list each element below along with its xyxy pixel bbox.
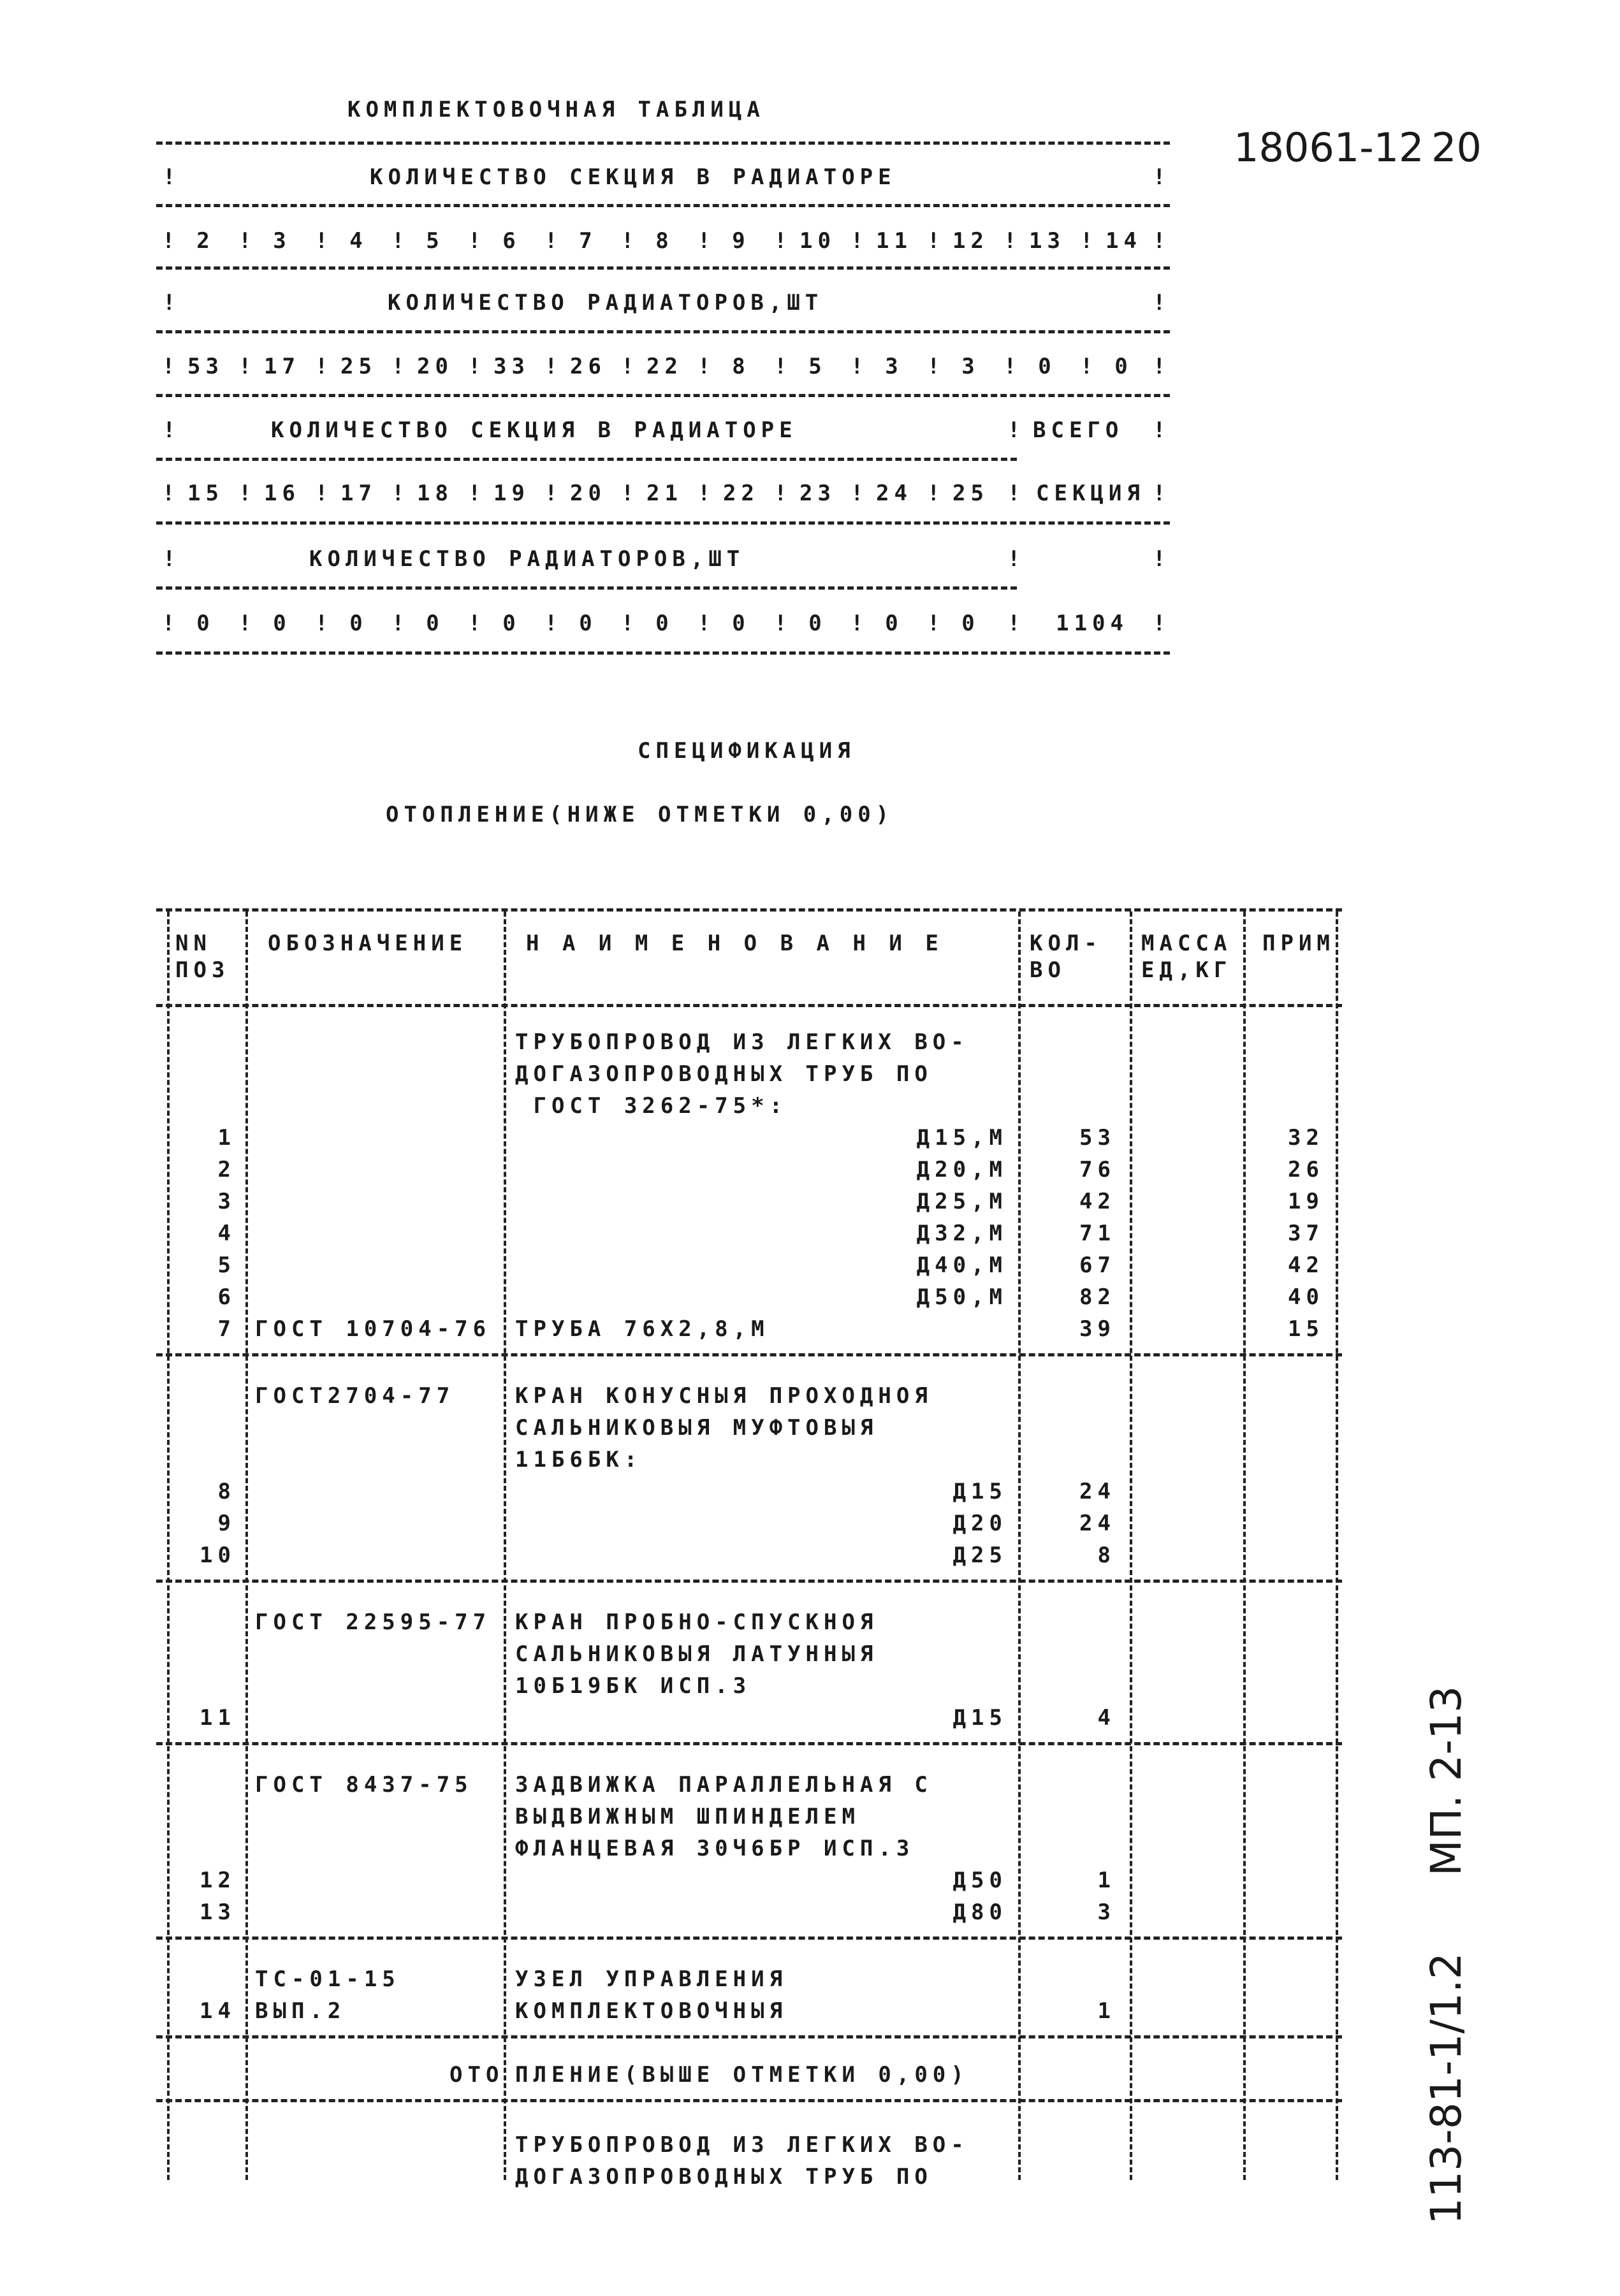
spec-col-pos-1: NN [175, 931, 212, 956]
kit-cell: 0 [426, 611, 444, 636]
kit-bar: ! [1153, 611, 1171, 636]
kit-cell: 11 [876, 228, 912, 254]
spec-col-divider [1243, 912, 1246, 2180]
kit-cell: 3 [273, 228, 291, 254]
kit-bar: ! [621, 228, 639, 254]
spec-name: ДОГАЗОПРОВОДНЫХ ТРУБ ПО [515, 2164, 933, 2190]
spec-name: ТРУБА 76Х2,8,М [515, 1316, 770, 1342]
kit-cell: 3 [885, 354, 903, 379]
kit-cell: 0 [1114, 354, 1133, 379]
kit-bar: ! [1003, 228, 1022, 254]
kit-sections-header-2: КОЛИЧЕСТВО СЕКЦИЯ В РАДИАТОРЕ [271, 418, 798, 443]
spec-note: 26 [1288, 1157, 1324, 1182]
kit-cell: 2 [196, 228, 215, 254]
spec-rule [156, 1353, 1342, 1356]
spec-col-divider [1336, 912, 1338, 2180]
kit-bar: ! [850, 354, 869, 379]
spec-qty: 1 [1097, 1868, 1116, 1893]
kit-bar: ! [774, 481, 792, 506]
kit-cell: 5 [808, 354, 827, 379]
spec-col-divider [167, 912, 170, 2180]
kit-total-header: ВСЕГО [1033, 418, 1124, 443]
kit-bar: ! [163, 290, 181, 316]
spec-size: Д40,М [916, 1253, 1007, 1278]
kit-bar: ! [162, 611, 180, 636]
kit-bar: ! [774, 611, 792, 636]
kit-cell: 0 [579, 611, 597, 636]
kit-cell: 9 [732, 228, 750, 254]
kit-cell: 19 [493, 481, 530, 506]
kit-bar: ! [1153, 481, 1171, 506]
kit-rule [156, 521, 1170, 525]
document-number: 18061-12 [1234, 124, 1424, 171]
spec-name: ТРУБОПРОВОД ИЗ ЛЕГКИХ ВО- [515, 2132, 969, 2158]
spec-col-divider [1018, 912, 1021, 2180]
kit-cell: 0 [885, 611, 903, 636]
spec-size: Д15 [952, 1479, 1007, 1504]
kit-bar: ! [697, 611, 716, 636]
spec-name: КОМПЛЕКТОВОЧНЫЯ [515, 1998, 788, 2024]
spec-pos: 6 [217, 1284, 236, 1310]
spec-name: ФЛАНЦЕВАЯ 30Ч6БР ИСП.3 [515, 1836, 915, 1861]
spec-qty: 3 [1097, 1900, 1116, 1925]
spec-size: Д50,М [916, 1284, 1007, 1310]
spec-size: Д15,М [916, 1125, 1007, 1151]
kit-cell: 0 [961, 611, 980, 636]
spec-name: 11Б6БК: [515, 1447, 643, 1472]
kit-bar: ! [850, 228, 869, 254]
kit-bar: ! [162, 354, 180, 379]
kit-total-value: 1104 [1056, 611, 1128, 636]
kit-cell: 15 [187, 481, 224, 506]
kit-cell: 13 [1029, 228, 1065, 254]
spec-qty: 1 [1097, 1998, 1116, 2024]
spec-rule [156, 1004, 1342, 1007]
spec-qty: 4 [1097, 1705, 1116, 1731]
kit-cell: 53 [187, 354, 224, 379]
spec-pos: 1 [217, 1125, 236, 1151]
kit-bar: ! [238, 354, 257, 379]
spec-pos: 7 [217, 1316, 236, 1342]
spec-pos: 9 [217, 1511, 236, 1536]
kit-bar: ! [1153, 164, 1171, 190]
spec-size: Д20 [952, 1511, 1007, 1536]
spec-col-mass-1: МАССА [1141, 931, 1232, 956]
spec-qty: 76 [1079, 1157, 1116, 1182]
kit-bar: ! [315, 481, 333, 506]
spec-name: 10Б19БК ИСП.3 [515, 1673, 752, 1699]
kit-bar: ! [697, 481, 716, 506]
kit-radiators-header: КОЛИЧЕСТВО РАДИАТОРОВ,ШТ [388, 290, 824, 316]
spec-break-right: ПЛЕНИЕ(ВЫШЕ ОТМЕТКИ 0,00) [515, 2062, 969, 2088]
kit-rule [156, 204, 1170, 207]
kit-bar: ! [163, 546, 181, 572]
kit-total-sub: СЕКЦИЯ [1036, 481, 1145, 506]
kit-bar: ! [850, 611, 869, 636]
kit-rule [156, 142, 1170, 145]
spec-qty: 42 [1079, 1189, 1116, 1214]
spec-break-left: ОТО [449, 2062, 504, 2088]
spec-rule [156, 1742, 1342, 1745]
kit-cell: 33 [493, 354, 530, 379]
kit-rule [156, 586, 1017, 590]
kit-bar: ! [544, 611, 563, 636]
spec-name: ДОГАЗОПРОВОДНЫХ ТРУБ ПО [515, 1061, 933, 1087]
spec-size: Д25 [952, 1543, 1007, 1568]
spec-note: 19 [1288, 1189, 1324, 1214]
kit-cell: 18 [417, 481, 453, 506]
spec-designation: ВЫП.2 [255, 1998, 346, 2024]
spec-designation: ТС-01-15 [255, 1966, 400, 1992]
kit-bar: ! [1080, 354, 1098, 379]
kit-cell: 17 [340, 481, 377, 506]
kit-bar: ! [1153, 546, 1171, 572]
kit-bar: ! [697, 228, 716, 254]
kit-bar: ! [468, 611, 486, 636]
kit-cell: 8 [655, 228, 674, 254]
spec-note: 42 [1288, 1253, 1324, 1278]
kit-bar: ! [391, 611, 410, 636]
spec-name: ВЫДВИЖНЫМ ШПИНДЕЛЕМ [515, 1804, 860, 1829]
spec-note: 15 [1288, 1316, 1324, 1342]
kit-cell: 22 [646, 354, 683, 379]
spec-rule [156, 2035, 1342, 2038]
kit-bar: ! [315, 228, 333, 254]
spec-note: 32 [1288, 1125, 1324, 1151]
kit-cell: 0 [196, 611, 215, 636]
spec-pos: 2 [217, 1157, 236, 1182]
spec-col-divider [1130, 912, 1132, 2180]
kit-bar: ! [1153, 354, 1171, 379]
spec-rule [156, 2099, 1342, 2102]
spec-pos: 13 [200, 1900, 236, 1925]
kit-cell: 22 [723, 481, 759, 506]
spec-designation: ГОСТ 10704-76 [255, 1316, 492, 1342]
kit-bar: ! [238, 611, 257, 636]
kit-bar: ! [621, 611, 639, 636]
side-code-left: 113-81-1/1.2 [1422, 1952, 1471, 2225]
spec-designation: ГОСТ2704-77 [255, 1383, 455, 1409]
spec-size: Д25,М [916, 1189, 1007, 1214]
kit-cell: 0 [732, 611, 750, 636]
spec-size: Д50 [952, 1868, 1007, 1893]
kit-sections-header: КОЛИЧЕСТВО СЕКЦИЯ В РАДИАТОРЕ [370, 164, 896, 190]
spec-designation: ГОСТ 8437-75 [255, 1772, 473, 1798]
spec-pos: 14 [200, 1998, 236, 2024]
spec-qty: 71 [1079, 1221, 1116, 1246]
spec-col-pos-2: ПОЗ [175, 957, 230, 983]
spec-name: КРАН ПРОБНО-СПУСКНОЯ [515, 1609, 879, 1635]
kit-cell: 6 [502, 228, 521, 254]
spec-col-note: ПРИМ [1262, 931, 1335, 956]
spec-name: ЗАДВИЖКА ПАРАЛЛЕЛЬНАЯ С [515, 1772, 933, 1798]
kit-bar: ! [163, 418, 181, 443]
kit-bar: ! [468, 481, 486, 506]
kit-rule [156, 266, 1170, 270]
spec-rule [156, 1936, 1342, 1940]
spec-name: ТРУБОПРОВОД ИЗ ЛЕГКИХ ВО- [515, 1029, 969, 1055]
spec-note: 37 [1288, 1221, 1324, 1246]
spec-rule [156, 1580, 1342, 1583]
kit-bar: ! [1080, 228, 1098, 254]
kit-bar: ! [927, 481, 945, 506]
kit-bar: ! [544, 228, 563, 254]
spec-col-designation: ОБОЗНАЧЕНИЕ [268, 931, 468, 956]
side-code-right: МП. 2-13 [1422, 1685, 1471, 1877]
kit-cell: 0 [273, 611, 291, 636]
kit-bar: ! [850, 481, 869, 506]
kit-bar: ! [315, 611, 333, 636]
kit-bar: ! [1007, 481, 1026, 506]
spec-qty: 39 [1079, 1316, 1116, 1342]
page-number: 20 [1431, 124, 1482, 171]
kit-cell: 3 [961, 354, 980, 379]
spec-col-qty-1: КОЛ- [1030, 931, 1102, 956]
spec-pos: 4 [217, 1221, 236, 1246]
kit-bar: ! [927, 354, 945, 379]
spec-col-qty-2: ВО [1030, 957, 1066, 983]
kit-cell: 25 [340, 354, 377, 379]
kit-bar: ! [1007, 611, 1026, 636]
kit-rule [156, 394, 1170, 397]
spec-name: САЛЬНИКОВЫЯ МУФТОВЫЯ [515, 1415, 879, 1441]
kit-rule [156, 458, 1017, 461]
kit-bar: ! [162, 481, 180, 506]
kit-bar: ! [1003, 354, 1022, 379]
spec-size: Д80 [952, 1900, 1007, 1925]
kit-cell: 14 [1106, 228, 1142, 254]
kit-bar: ! [468, 354, 486, 379]
kit-cell: 25 [952, 481, 989, 506]
spec-note: 40 [1288, 1284, 1324, 1310]
spec-subtitle: ОТОПЛЕНИЕ(НИЖЕ ОТМЕТКИ 0,00) [386, 802, 894, 827]
spec-designation: ГОСТ 22595-77 [255, 1609, 492, 1635]
kit-bar: ! [621, 481, 639, 506]
kit-table-title: КОМПЛЕКТОВОЧНАЯ ТАБЛИЦА [347, 97, 765, 122]
kit-rule [156, 330, 1170, 333]
kit-cell: 16 [264, 481, 300, 506]
kit-bar: ! [1153, 418, 1171, 443]
kit-bar: ! [391, 481, 410, 506]
spec-name: ГОСТ 3262-75*: [515, 1093, 788, 1119]
kit-bar: ! [162, 228, 180, 254]
spec-title: СПЕЦИФИКАЦИЯ [638, 738, 856, 764]
kit-cell: 7 [579, 228, 597, 254]
kit-cell: 5 [426, 228, 444, 254]
kit-bar: ! [927, 228, 945, 254]
kit-cell: 21 [646, 481, 683, 506]
kit-cell: 23 [799, 481, 836, 506]
spec-pos: 3 [217, 1189, 236, 1214]
spec-pos: 8 [217, 1479, 236, 1504]
side-code [1422, 1664, 1498, 2225]
kit-bar: ! [544, 481, 563, 506]
kit-bar: ! [238, 481, 257, 506]
kit-cell: 0 [808, 611, 827, 636]
kit-radiators-header-2: КОЛИЧЕСТВО РАДИАТОРОВ,ШТ [309, 546, 745, 572]
kit-bar: ! [1007, 418, 1026, 443]
spec-qty: 67 [1079, 1253, 1116, 1278]
kit-cell: 0 [502, 611, 521, 636]
spec-name: УЗЕЛ УПРАВЛЕНИЯ [515, 1966, 788, 1992]
spec-pos: 10 [200, 1543, 236, 1568]
kit-rule [156, 651, 1170, 655]
kit-cell: 20 [570, 481, 606, 506]
spec-size: Д20,М [916, 1157, 1007, 1182]
kit-cell: 17 [264, 354, 300, 379]
spec-size: Д15 [952, 1705, 1007, 1731]
spec-pos: 12 [200, 1868, 236, 1893]
kit-cell: 24 [876, 481, 912, 506]
spec-col-name: Н А И М Е Н О В А Н И Е [526, 931, 944, 956]
kit-cell: 26 [570, 354, 606, 379]
kit-cell: 12 [952, 228, 989, 254]
kit-bar: ! [163, 164, 181, 190]
kit-cell: 10 [799, 228, 836, 254]
kit-bar: ! [544, 354, 563, 379]
kit-bar: ! [621, 354, 639, 379]
spec-pos: 11 [200, 1705, 236, 1731]
spec-col-divider [504, 912, 506, 2180]
kit-cell: 0 [655, 611, 674, 636]
spec-qty: 24 [1079, 1511, 1116, 1536]
kit-cell: 0 [349, 611, 368, 636]
kit-cell: 8 [732, 354, 750, 379]
kit-bar: ! [697, 354, 716, 379]
kit-bar: ! [468, 228, 486, 254]
spec-col-divider [245, 912, 248, 2180]
kit-bar: ! [1007, 546, 1026, 572]
kit-bar: ! [1153, 290, 1171, 316]
spec-pos: 5 [217, 1253, 236, 1278]
spec-name: КРАН КОНУСНЫЯ ПРОХОДНОЯ [515, 1383, 933, 1409]
spec-qty: 24 [1079, 1479, 1116, 1504]
spec-qty: 8 [1097, 1543, 1116, 1568]
kit-cell: 4 [349, 228, 368, 254]
spec-name: САЛЬНИКОВЫЯ ЛАТУННЫЯ [515, 1641, 879, 1667]
kit-cell: 20 [417, 354, 453, 379]
kit-bar: ! [774, 228, 792, 254]
kit-bar: ! [774, 354, 792, 379]
spec-qty: 53 [1079, 1125, 1116, 1151]
spec-col-mass-2: ЕД,КГ [1141, 957, 1232, 983]
kit-bar: ! [391, 354, 410, 379]
kit-bar: ! [391, 228, 410, 254]
kit-bar: ! [927, 611, 945, 636]
kit-bar: ! [238, 228, 257, 254]
kit-cell: 0 [1038, 354, 1056, 379]
spec-rule [156, 908, 1342, 912]
kit-bar: ! [315, 354, 333, 379]
spec-size: Д32,М [916, 1221, 1007, 1246]
kit-bar: ! [1153, 228, 1171, 254]
spec-qty: 82 [1079, 1284, 1116, 1310]
